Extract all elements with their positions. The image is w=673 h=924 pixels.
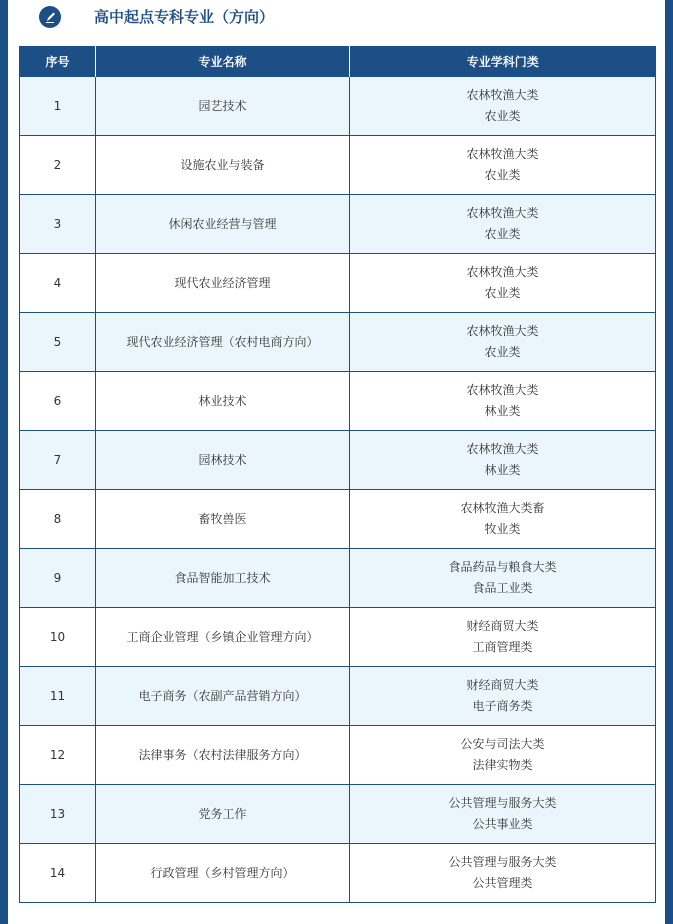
header-serial-number: 序号 bbox=[20, 46, 96, 77]
discipline-category bbox=[350, 195, 656, 254]
discipline-category bbox=[350, 372, 656, 431]
discipline-category bbox=[350, 254, 656, 313]
table-header-row bbox=[20, 46, 656, 77]
major-name: 设施农业与装备 bbox=[96, 136, 350, 195]
table-row bbox=[20, 608, 656, 667]
category-main: 农林牧渔大类 bbox=[466, 147, 539, 161]
major-name: 现代农业经济管理（农村电商方向） bbox=[96, 313, 350, 372]
category-sub: 农业类 bbox=[484, 345, 521, 359]
category-sub: 电子商务类 bbox=[472, 699, 533, 713]
category-sub: 林业类 bbox=[484, 404, 521, 418]
discipline-category bbox=[350, 667, 656, 726]
category-main: 财经商贸大类 bbox=[466, 678, 539, 692]
category-main: 农林牧渔大类 bbox=[466, 265, 539, 279]
category-main: 农林牧渔大类畜 bbox=[460, 501, 545, 515]
discipline-category bbox=[350, 785, 656, 844]
table-row bbox=[20, 549, 656, 608]
category-sub: 牧业类 bbox=[484, 522, 521, 536]
serial-number: 14 bbox=[20, 844, 96, 903]
serial-number: 8 bbox=[20, 490, 96, 549]
major-name: 食品智能加工技术 bbox=[96, 549, 350, 608]
category-sub: 农业类 bbox=[484, 109, 521, 123]
category-sub: 公共事业类 bbox=[472, 817, 533, 831]
discipline-category bbox=[350, 608, 656, 667]
category-sub: 工商管理类 bbox=[472, 640, 533, 654]
major-name: 园艺技术 bbox=[96, 77, 350, 136]
pencil-icon bbox=[39, 6, 61, 28]
category-main: 财经商贸大类 bbox=[466, 619, 539, 633]
category-sub: 法律实物类 bbox=[472, 758, 533, 772]
discipline-category bbox=[350, 77, 656, 136]
table-row bbox=[20, 195, 656, 254]
discipline-category bbox=[350, 136, 656, 195]
major-name: 工商企业管理（乡镇企业管理方向） bbox=[96, 608, 350, 667]
serial-number: 13 bbox=[20, 785, 96, 844]
table-row bbox=[20, 136, 656, 195]
category-sub: 食品工业类 bbox=[472, 581, 533, 595]
table-row bbox=[20, 726, 656, 785]
serial-number: 4 bbox=[20, 254, 96, 313]
table-row bbox=[20, 431, 656, 490]
serial-number: 6 bbox=[20, 372, 96, 431]
section-header bbox=[8, 0, 665, 40]
category-main: 农林牧渔大类 bbox=[466, 383, 539, 397]
majors-table bbox=[19, 46, 656, 903]
table-row bbox=[20, 844, 656, 903]
category-main: 农林牧渔大类 bbox=[466, 442, 539, 456]
category-main: 食品药品与粮食大类 bbox=[448, 560, 557, 574]
discipline-category bbox=[350, 431, 656, 490]
category-sub: 农业类 bbox=[484, 227, 521, 241]
table-row bbox=[20, 254, 656, 313]
major-name: 电子商务（农副产品营销方向） bbox=[96, 667, 350, 726]
category-main: 农林牧渔大类 bbox=[466, 206, 539, 220]
serial-number: 2 bbox=[20, 136, 96, 195]
serial-number: 7 bbox=[20, 431, 96, 490]
table-row bbox=[20, 785, 656, 844]
serial-number: 9 bbox=[20, 549, 96, 608]
major-name: 林业技术 bbox=[96, 372, 350, 431]
serial-number: 3 bbox=[20, 195, 96, 254]
category-sub: 农业类 bbox=[484, 168, 521, 182]
discipline-category bbox=[350, 726, 656, 785]
major-name: 畜牧兽医 bbox=[96, 490, 350, 549]
discipline-category bbox=[350, 490, 656, 549]
discipline-category bbox=[350, 549, 656, 608]
serial-number: 1 bbox=[20, 77, 96, 136]
serial-number: 10 bbox=[20, 608, 96, 667]
table-row bbox=[20, 490, 656, 549]
serial-number: 5 bbox=[20, 313, 96, 372]
serial-number: 12 bbox=[20, 726, 96, 785]
category-main: 公共管理与服务大类 bbox=[448, 796, 557, 810]
major-name: 现代农业经济管理 bbox=[96, 254, 350, 313]
discipline-category bbox=[350, 844, 656, 903]
table-row bbox=[20, 77, 656, 136]
page-container bbox=[8, 0, 665, 924]
category-main: 农林牧渔大类 bbox=[466, 88, 539, 102]
header-discipline-category: 专业学科门类 bbox=[350, 46, 656, 77]
header-major-name: 专业名称 bbox=[96, 46, 350, 77]
major-name: 休闲农业经营与管理 bbox=[96, 195, 350, 254]
major-name: 法律事务（农村法律服务方向） bbox=[96, 726, 350, 785]
major-name: 园林技术 bbox=[96, 431, 350, 490]
category-main: 公共管理与服务大类 bbox=[448, 855, 557, 869]
table-row bbox=[20, 667, 656, 726]
category-sub: 林业类 bbox=[484, 463, 521, 477]
table-row bbox=[20, 313, 656, 372]
major-name: 行政管理（乡村管理方向） bbox=[96, 844, 350, 903]
category-main: 公安与司法大类 bbox=[460, 737, 545, 751]
discipline-category bbox=[350, 313, 656, 372]
category-sub: 公共管理类 bbox=[472, 876, 533, 890]
major-name: 党务工作 bbox=[96, 785, 350, 844]
category-main: 农林牧渔大类 bbox=[466, 324, 539, 338]
section-title: 高中起点专科专业（方向） bbox=[94, 8, 275, 26]
table-row bbox=[20, 372, 656, 431]
category-sub: 农业类 bbox=[484, 286, 521, 300]
serial-number: 11 bbox=[20, 667, 96, 726]
